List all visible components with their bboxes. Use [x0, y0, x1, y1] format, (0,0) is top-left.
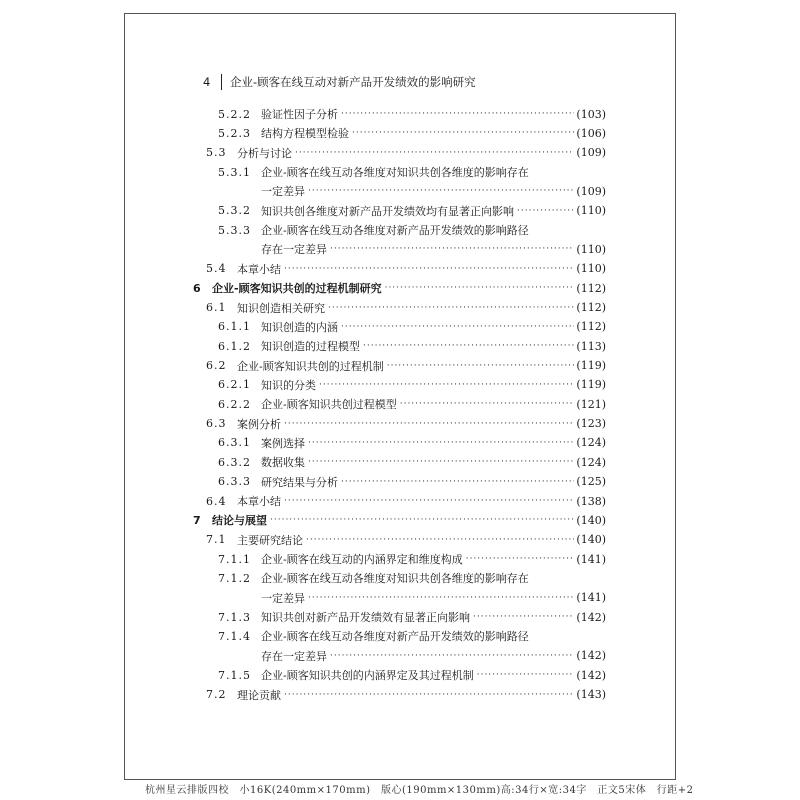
toc-entry-number: 6.1 — [206, 301, 227, 314]
toc-leader-dots — [473, 612, 574, 622]
toc-leader-dots — [284, 496, 574, 506]
toc-entry-title: 企业-顾客知识共创的过程机制 — [237, 359, 384, 373]
toc-entry-title: 企业-顾客在线互动各维度对知识共创各维度的影响存在 — [261, 166, 529, 180]
toc-entry — [206, 260, 606, 278]
toc-entry-number: 5.3.1 — [218, 165, 251, 179]
toc-entry-page: (142) — [576, 610, 606, 624]
toc-entry — [218, 627, 606, 645]
toc-entry — [218, 666, 606, 684]
print-footer: 杭州星云排版四校 小16K(240mm×170mm) 版心(190mm×130mm)高:34行×宽:34字 正文5宋体 行距+2 — [145, 785, 694, 796]
toc-entry-title: 本章小结 — [237, 495, 281, 508]
toc-entry-title: 案例分析 — [237, 417, 281, 431]
toc-entry-number: 5.4 — [206, 262, 227, 276]
toc-entry-number: 7 — [193, 513, 202, 527]
toc-entry-number: 6.1.1 — [218, 320, 251, 334]
toc-entry-number: 7.1.3 — [218, 610, 251, 624]
toc-entry — [218, 337, 606, 355]
toc-entry-page: (109) — [576, 184, 606, 198]
toc-leader-dots — [341, 109, 574, 119]
toc-leader-dots — [330, 651, 574, 661]
toc-entry — [206, 299, 606, 317]
toc-entry — [193, 279, 606, 297]
toc-leader-dots — [352, 128, 574, 138]
toc-entry-title: 企业-顾客在线互动各维度对新产品开发绩效的影响路径 — [261, 224, 529, 238]
toc-entry-page: (142) — [576, 649, 606, 663]
toc-entry — [218, 569, 606, 587]
toc-entry-page: (121) — [576, 397, 606, 411]
header-running-title: 企业-顾客在线互动对新产品开发绩效的影响研究 — [230, 75, 476, 89]
toc-leader-dots — [308, 593, 574, 603]
toc-entry — [206, 357, 606, 375]
toc-entry-title: 分析与讨论 — [237, 146, 292, 160]
toc-entry-page: (110) — [576, 204, 606, 218]
toc-entry — [218, 124, 606, 142]
toc-entry-title: 企业-顾客在线互动的内涵界定和维度构成 — [261, 553, 463, 567]
toc-entry-page: (124) — [576, 436, 606, 450]
toc-entry — [218, 318, 606, 336]
toc-entry-title: 知识创造相关研究 — [237, 301, 325, 315]
toc-entry — [218, 608, 606, 626]
toc-entry — [218, 473, 606, 491]
toc-entry-title: 理论贡献 — [237, 688, 281, 702]
toc-entry — [261, 647, 606, 665]
toc-entry-page: (112) — [576, 320, 606, 334]
toc-entry-page: (125) — [576, 475, 606, 489]
toc-entry — [218, 202, 606, 220]
toc-entry-page: (124) — [576, 455, 606, 469]
toc-leader-dots — [284, 690, 574, 700]
toc-entry-title: 知识共创各维度对新产品开发绩效均有显著正向影响 — [261, 204, 514, 218]
toc-entry-title: 企业-顾客知识共创的内涵界定及其过程机制 — [261, 669, 474, 683]
toc-entry-number: 5.2.2 — [218, 107, 251, 121]
toc-entry — [206, 415, 606, 433]
toc-entry — [218, 376, 606, 394]
toc-entry-title: 一定差异 — [261, 591, 305, 605]
toc-leader-dots — [284, 264, 574, 274]
toc-leader-dots — [400, 399, 575, 409]
toc-entry-number: 6 — [193, 281, 202, 295]
toc-entry-title: 存在一定差异 — [261, 243, 327, 257]
toc-leader-dots — [308, 457, 574, 467]
toc-entry-page: (123) — [576, 417, 606, 431]
toc-entry-number: 5.3 — [206, 146, 227, 160]
toc-entry-title: 知识共创对新产品开发绩效有显著正向影响 — [261, 611, 470, 625]
header-page-number: 4 — [203, 75, 211, 89]
toc-entry — [218, 453, 606, 471]
toc-entry — [193, 511, 606, 529]
toc-entry-page: (142) — [576, 668, 606, 682]
toc-entry-number: 6.3.1 — [218, 436, 251, 450]
toc-entry-number: 6.3 — [206, 417, 227, 431]
toc-entry-number: 5.2.3 — [218, 126, 251, 140]
toc-entry — [261, 240, 606, 258]
toc-leader-dots — [330, 244, 574, 254]
toc-entry-title: 知识创造的内涵 — [261, 320, 338, 334]
toc-leader-dots — [319, 380, 574, 390]
toc-entry-page: (112) — [576, 301, 606, 314]
toc-entry-title: 数据收集 — [261, 456, 305, 470]
toc-leader-dots — [466, 554, 575, 564]
toc-entry-title: 企业-顾客知识共创的过程机制研究 — [212, 282, 382, 296]
toc-entry-page: (140) — [576, 533, 606, 547]
toc-entry-number: 6.4 — [206, 494, 227, 508]
toc-entry-title: 验证性因子分析 — [261, 108, 338, 121]
toc-leader-dots — [308, 186, 574, 196]
toc-entry — [206, 686, 606, 704]
toc-entry-page: (112) — [576, 281, 606, 295]
toc-entry-page: (113) — [576, 339, 606, 353]
toc-entry-page: (138) — [576, 494, 606, 508]
toc-leader-dots — [328, 303, 574, 313]
toc-entry-page: (141) — [576, 591, 606, 605]
toc-leader-dots — [385, 283, 575, 293]
toc-entry-number: 6.2.1 — [218, 378, 251, 392]
toc-entry-number: 5.3.2 — [218, 204, 251, 218]
toc-entry — [218, 105, 606, 123]
toc-entry — [261, 182, 606, 200]
toc-entry-number: 6.3.3 — [218, 475, 251, 489]
toc-entry-number: 7.2 — [206, 688, 227, 701]
toc-entry-number: 7.1.1 — [218, 552, 251, 566]
toc-entry-title: 案例选择 — [261, 436, 305, 450]
toc-entry-page: (143) — [576, 688, 606, 701]
toc-entry-page: (119) — [576, 378, 606, 392]
toc-entry-number: 6.2.2 — [218, 397, 251, 411]
toc-entry — [218, 221, 606, 239]
toc-entry-title: 企业-顾客在线互动各维度对新产品开发绩效的影响路径 — [261, 630, 529, 644]
toc-entry-title: 结构方程模型检验 — [261, 127, 349, 141]
toc-entry-number: 7.1.5 — [218, 668, 251, 682]
toc-entry-page: (119) — [576, 359, 606, 373]
toc-entry — [261, 589, 606, 607]
toc-entry-title: 知识创造的过程模型 — [261, 340, 360, 354]
toc-entry-number: 6.3.2 — [218, 455, 251, 469]
toc-entry-number: 5.3.3 — [218, 223, 251, 237]
toc-leader-dots — [387, 361, 575, 371]
toc-entry — [206, 492, 606, 510]
toc-leader-dots — [295, 148, 574, 158]
header-divider — [221, 74, 222, 90]
toc-entry-page: (141) — [576, 552, 606, 566]
toc-entry-title: 一定差异 — [261, 185, 305, 199]
toc-leader-dots — [341, 322, 574, 332]
toc-entry — [206, 531, 606, 549]
toc-entry-number: 6.1.2 — [218, 339, 251, 353]
toc-leader-dots — [477, 670, 575, 680]
toc-leader-dots — [308, 438, 574, 448]
toc-leader-dots — [517, 206, 574, 216]
toc-entry-page: (106) — [576, 126, 606, 140]
toc-leader-dots — [270, 515, 574, 525]
toc-entry-page: (110) — [576, 242, 606, 256]
toc-entry-title: 研究结果与分析 — [261, 475, 338, 489]
toc-entry — [218, 434, 606, 452]
toc-entry-page: (110) — [576, 262, 606, 276]
toc-entry-title: 本章小结 — [237, 262, 281, 276]
toc-entry-page: (109) — [576, 146, 606, 160]
toc-entry-title: 存在一定差异 — [261, 649, 327, 663]
toc-entry — [218, 163, 606, 181]
toc-leader-dots — [284, 419, 574, 429]
toc-leader-dots — [306, 535, 574, 545]
toc-entry-page: (103) — [576, 107, 606, 121]
running-header — [203, 73, 476, 91]
toc-entry-number: 7.1.4 — [218, 629, 251, 643]
toc-entry — [218, 550, 606, 568]
toc-entry-page: (140) — [576, 513, 606, 527]
toc-entry-number: 6.2 — [206, 359, 227, 373]
toc-leader-dots — [341, 477, 574, 487]
toc-entry-title: 企业-顾客在线互动各维度对知识共创各维度的影响存在 — [261, 572, 529, 586]
toc-leader-dots — [363, 341, 574, 351]
toc-entry-title: 结论与展望 — [212, 514, 267, 528]
toc-entry-number: 7.1.2 — [218, 571, 251, 585]
toc-entry-title: 主要研究结论 — [237, 533, 303, 547]
toc-entry — [218, 395, 606, 413]
toc-entry-title: 企业-顾客知识共创过程模型 — [261, 398, 397, 412]
toc-entry — [206, 144, 606, 162]
toc-entry-number: 7.1 — [206, 533, 227, 547]
toc-entry-title: 知识的分类 — [261, 378, 316, 392]
